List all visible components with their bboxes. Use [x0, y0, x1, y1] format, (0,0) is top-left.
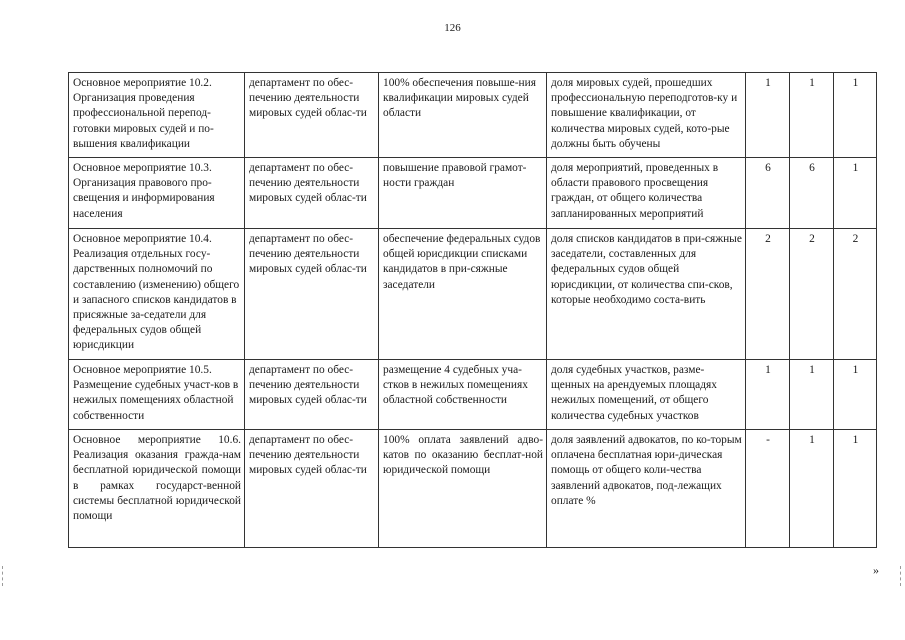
page-number: 126: [444, 22, 461, 34]
value-cell-3: 1: [834, 360, 877, 430]
indicator-cell: доля судебных участков, разме-щенных на арендуемых площадях нежилых помещений, от общего количества судебных участков: [547, 360, 746, 430]
value-cell-1: 1: [746, 73, 790, 158]
closing-quote-mark: »: [873, 563, 879, 577]
activity-cell: Основное мероприятие 10.6. Реализация оказания гражда-нам бесплатной юридической помощи в рамках государст-венной системы бесплатной юридической помощи: [69, 430, 245, 548]
indicator-cell: доля мероприятий, проведенных в области правового просвещения граждан, от общего количества запланированных мероприятий: [547, 158, 746, 229]
result-cell: 100% оплата заявлений адво-катов по оказанию бесплат-ной юридической помощи: [379, 430, 547, 548]
value-cell-3: 1: [834, 73, 877, 158]
activity-cell: Основное мероприятие 10.3. Организация правового про-свещения и информирования населения: [69, 158, 245, 229]
indicator-cell: доля заявлений адвокатов, по ко-торым оплачена бесплатная юри-дическая помощь от общего коли-чества заявлений адвокатов, под-лежащих оплате %: [547, 430, 746, 548]
value-cell-1: 1: [746, 360, 790, 430]
table-row: [69, 430, 877, 548]
result-cell: обеспечение федеральных судов общей юрисдикции списками кандидатов в при-сяжные заседатели: [379, 229, 547, 360]
activities-table: [68, 72, 877, 548]
executor-cell: департамент по обес-печению деятельности мировых судей облас-ти: [245, 430, 379, 548]
table-row: [69, 360, 877, 430]
executor-cell: департамент по обес-печению деятельности мировых судей облас-ти: [245, 158, 379, 229]
activity-cell: Основное мероприятие 10.2. Организация проведения профессиональной перепод-готовки мировых судей и по-вышения квалификации: [69, 73, 245, 158]
left-edge-mark: [2, 566, 4, 586]
value-cell-2: 1: [790, 73, 834, 158]
table-row: [69, 158, 877, 229]
executor-cell: департамент по обес-печению деятельности мировых судей облас-ти: [245, 360, 379, 430]
value-cell-3: 1: [834, 430, 877, 548]
indicator-cell: доля мировых судей, прошедших профессиональную переподготов-ку и повышение квалификации, от количества мировых судей, кото-рые должны быть обучены: [547, 73, 746, 158]
activity-cell: Основное мероприятие 10.5. Размещение судебных участ-ков в нежилых помещениях областной собственности: [69, 360, 245, 430]
executor-cell: департамент по обес-печению деятельности мировых судей облас-ти: [245, 229, 379, 360]
value-cell-2: 1: [790, 430, 834, 548]
executor-cell: департамент по обес-печению деятельности мировых судей облас-ти: [245, 73, 379, 158]
result-cell: повышение правовой грамот-ности граждан: [379, 158, 547, 229]
result-cell: размещение 4 судебных уча-стков в нежилых помещениях областной собственности: [379, 360, 547, 430]
right-edge-mark: [900, 566, 902, 586]
value-cell-2: 2: [790, 229, 834, 360]
activity-cell: Основное мероприятие 10.4. Реализация отдельных госу-дарственных полномочий по составлению (изменению) общего и запасного списков кандидатов в присяжные за-седатели для федеральных судов общей юрисдикции: [69, 229, 245, 360]
value-cell-3: 2: [834, 229, 877, 360]
indicator-cell: доля списков кандидатов в при-сяжные заседатели, составленных для федеральных судов общей юрисдикции, от количества спи-сков, которые необходимо соста-вить: [547, 229, 746, 360]
result-cell: 100% обеспечения повыше-ния квалификации мировых судей области: [379, 73, 547, 158]
value-cell-2: 1: [790, 360, 834, 430]
table-row: [69, 229, 877, 360]
value-cell-3: 1: [834, 158, 877, 229]
value-cell-1: 2: [746, 229, 790, 360]
value-cell-2: 6: [790, 158, 834, 229]
value-cell-1: -: [746, 430, 790, 548]
value-cell-1: 6: [746, 158, 790, 229]
table-row: [69, 73, 877, 158]
